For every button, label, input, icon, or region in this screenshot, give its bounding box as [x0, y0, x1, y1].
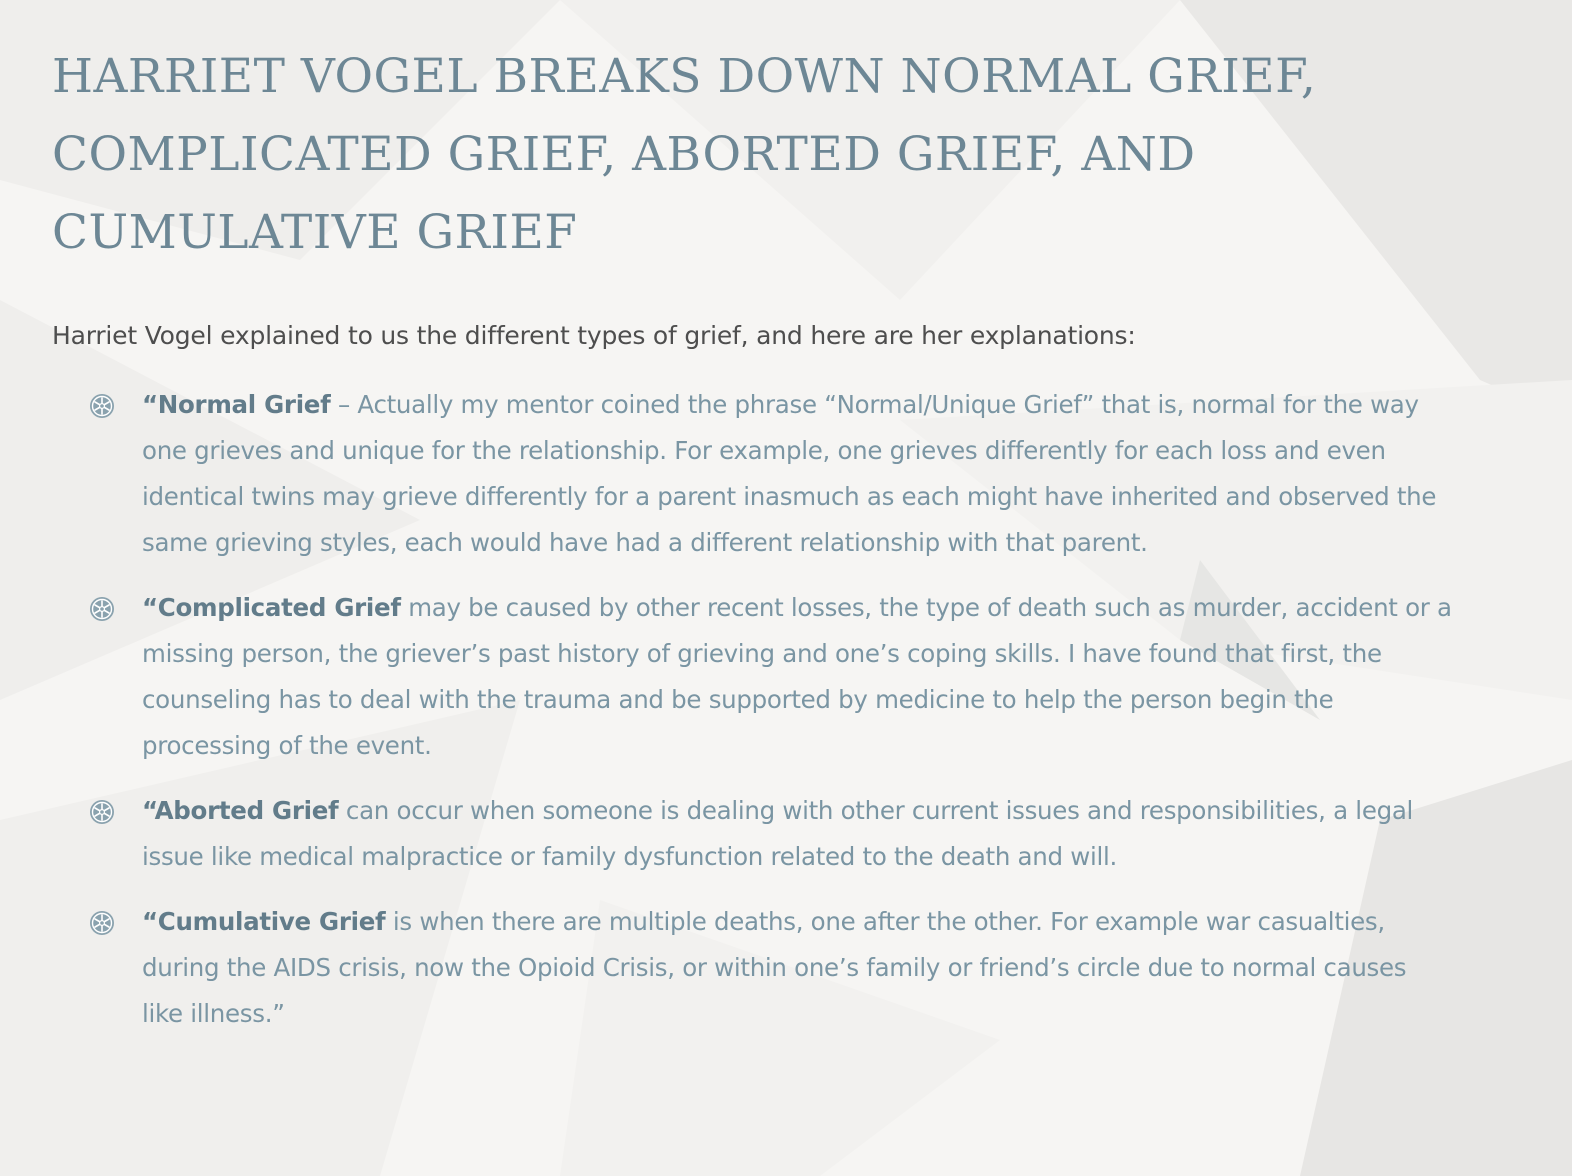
grief-term: “Aborted Grief — [142, 796, 339, 825]
grief-description: may be caused by other recent losses, the type of death such as murder, accident or a missing person, the griever’s past history of grieving and one’s coping skills. I have found that first, the counseling has to deal with the trauma and be supported by medicine to help the person begin the processing of the event. — [142, 593, 1452, 760]
grief-description: is when there are multiple deaths, one after the other. For example war casualties, during the AIDS crisis, now the Opioid Crisis, or within one’s family or friend’s circle due to normal causes like illness.” — [142, 907, 1407, 1028]
snowflake-bullet-icon — [88, 392, 116, 420]
list-item-complicated-grief — [52, 585, 1452, 769]
snowflake-bullet-icon — [88, 595, 116, 623]
grief-term: “Complicated Grief — [142, 593, 401, 622]
article-intro: Harriet Vogel explained to us the different types of grief, and here are her explanations: — [52, 321, 1136, 350]
article-content — [52, 38, 1492, 1056]
grief-term: “Normal Grief — [142, 390, 331, 419]
grief-types-list — [52, 382, 1492, 1037]
snowflake-bullet-icon — [88, 909, 116, 937]
list-item-cumulative-grief — [52, 899, 1452, 1037]
snowflake-bullet-icon — [88, 798, 116, 826]
grief-term: “Cumulative Grief — [142, 907, 386, 936]
article-title: HARRIET VOGEL BREAKS DOWN NORMAL GRIEF, COMPLICATED GRIEF, ABORTED GRIEF, AND CUMULATIVE GRIEF — [52, 49, 1317, 260]
list-item-normal-grief — [52, 382, 1452, 566]
list-item-aborted-grief — [52, 788, 1452, 880]
grief-description: – Actually my mentor coined the phrase “Normal/Unique Grief” that is, normal for the way one grieves and unique for the relationship. For example, one grieves differently for each loss and even identical twins may grieve differently for a parent inasmuch as each might have inherited and observed the same grieving styles, each would have had a different relationship with that parent. — [142, 390, 1437, 557]
grief-description: can occur when someone is dealing with other current issues and responsibilities, a legal issue like medical malpractice or family dysfunction related to the death and will. — [142, 796, 1414, 871]
